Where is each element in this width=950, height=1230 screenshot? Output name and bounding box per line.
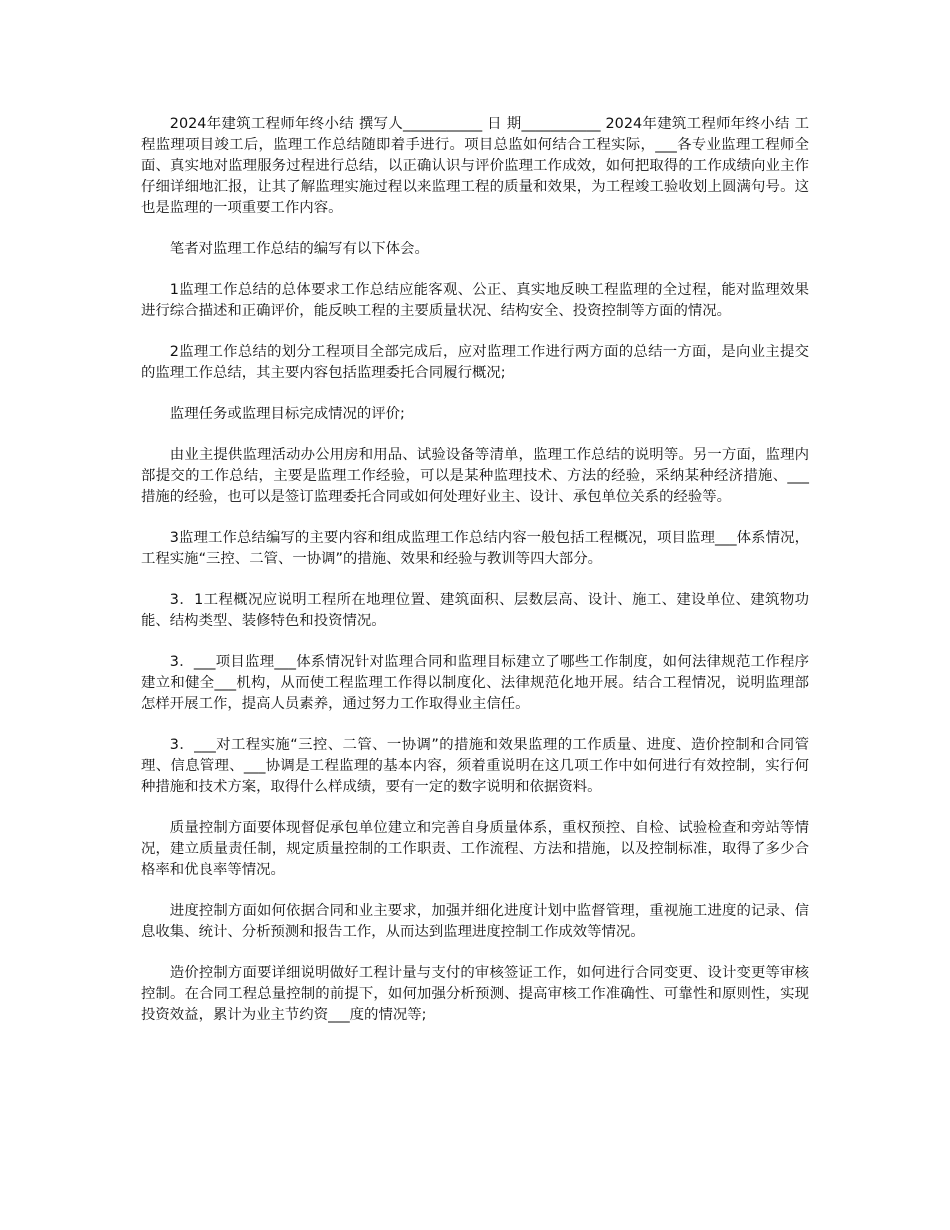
paragraph-section-1: 1监理工作总结的总体要求工作总结应能客观、公正、真实地反映工程监理的全过程，能对监理效果进行综合描述和正确评价，能反映工程的主要质量状况、结构安全、投资控制等方面的情况。 <box>141 282 809 319</box>
paragraph-section-3-3: 3．___对工程实施“三控、二管、一协调”的措施和效果监理的工作质量、进度、造价控制和合同管理、信息管理、___协调是工程监理的基本内容，须着重说明在这几项工作中如何进行有效控制，实行何种措施和技术方案，取得什么样成绩，要有一定的数字说明和依据资料。 <box>141 737 809 795</box>
paragraph-experience: 笔者对监理工作总结的编写有以下体会。 <box>169 241 429 257</box>
intro-paragraph: 2024年建筑工程师年终小结 撰写人___________ 日 期___________ 2024年建筑工程师年终小结 工程监理项目竣工后，监理工作总结随即着手进行。项目总监如何结合工程实际，___各专业监理工程师全面、真实地对监理服务过程进行总结，以正确认识与评价监理工作成效，如何把取得的工作成绩向业主作仔细详细地汇报，让其了解监理实施过程以来监理工程的质量和效果，为工程竣工验收划上圆满句号。这也是监理的一项重要工作内容。 <box>141 116 809 216</box>
paragraph-section-2-evaluation: 监理任务或监理目标完成情况的评价; <box>169 406 405 422</box>
document-page <box>141 114 809 1046</box>
paragraph-section-3: 3监理工作总结编写的主要内容和组成监理工作总结内容一般包括工程概况，项目监理___体系情况，工程实施“三控、二管、一协调”的措施、效果和经验与教训等四大部分。 <box>141 530 809 567</box>
paragraph-section-3-1: 3．1工程概况应说明工程所在地理位置、建筑面积、层数层高、设计、施工、建设单位、建筑物功能、结构类型、装修特色和投资情况。 <box>141 592 809 629</box>
paragraph-quality-control: 质量控制方面要体现督促承包单位建立和完善自身质量体系，重权预控、自检、试验检查和旁站等情况，建立质量责任制，规定质量控制的工作职责、工作流程、方法和措施，以及控制标准，取得了多少合格率和优良率等情况。 <box>141 820 809 878</box>
paragraph-section-2-list: 由业主提供监理活动办公用房和用品、试验设备等清单，监理工作总结的说明等。另一方面，监理内部提交的工作总结，主要是监理工作经验，可以是某种监理技术、方法的经验，采纳某种经济措施、___措施的经验，也可以是签订监理委托合同或如何处理好业主、设计、承包单位关系的经验等。 <box>141 447 809 505</box>
paragraph-section-3-2: 3．___项目监理___体系情况针对监理合同和监理目标建立了哪些工作制度，如何法律规范工作程序建立和健全___机构，从而使工程监理工作得以制度化、法律规范化地开展。结合工程情况，说明监理部怎样开展工作，提高人员素养，通过努力工作取得业主信任。 <box>141 654 809 712</box>
paragraph-section-2: 2监理工作总结的划分工程项目全部完成后，应对监理工作进行两方面的总结一方面，是向业主提交的监理工作总结，其主要内容包括监理委托合同履行概况; <box>141 344 809 381</box>
paragraph-progress-control: 进度控制方面如何依据合同和业主要求，加强并细化进度计划中监督管理，重视施工进度的记录、信息收集、统计、分析预测和报告工作，从而达到监理进度控制工作成效等情况。 <box>141 903 809 940</box>
paragraph-cost-control: 造价控制方面要详细说明做好工程计量与支付的审核签证工作，如何进行合同变更、设计变更等审核控制。在合同工程总量控制的前提下，如何加强分析预测、提高审核工作准确性、可靠性和原则性，实现投资效益，累计为业主节约资___度的情况等; <box>141 965 809 1023</box>
